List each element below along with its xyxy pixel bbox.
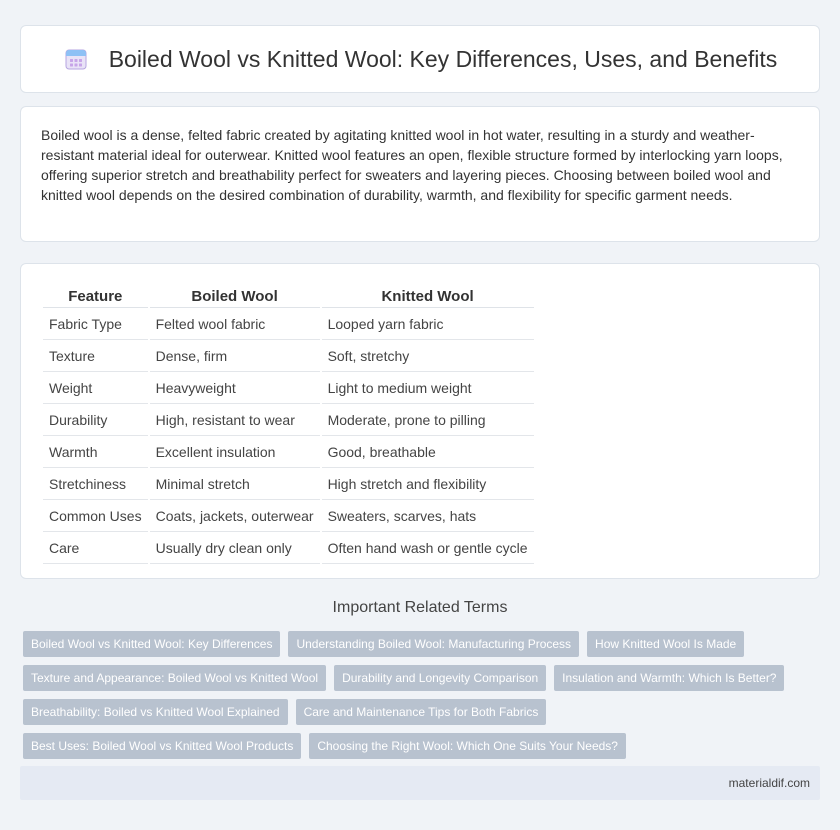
table-cell: Often hand wash or gentle cycle [322, 532, 534, 564]
calendar-icon [63, 46, 89, 72]
header-card [20, 25, 820, 93]
table-row [43, 436, 534, 468]
table-cell: Excellent insulation [150, 436, 320, 468]
related-terms-row [23, 631, 813, 657]
table-cell: Soft, stretchy [322, 340, 534, 372]
table-cell: Coats, jackets, outerwear [150, 500, 320, 532]
table-header: Boiled Wool [150, 284, 320, 308]
related-term-link[interactable]: Best Uses: Boiled Wool vs Knitted Wool Products [23, 733, 301, 759]
related-term-link[interactable]: Texture and Appearance: Boiled Wool vs Knitted Wool [23, 665, 326, 691]
table-cell: High stretch and flexibility [322, 468, 534, 500]
related-terms-row [23, 733, 813, 759]
intro-card [20, 106, 820, 242]
related-term-link[interactable]: Breathability: Boiled vs Knitted Wool Explained [23, 699, 288, 725]
table-cell: High, resistant to wear [150, 404, 320, 436]
table-row [43, 532, 534, 564]
related-terms-list [23, 631, 813, 767]
related-terms-row [23, 665, 813, 691]
table-cell: Care [43, 532, 148, 564]
table-cell: Usually dry clean only [150, 532, 320, 564]
related-term-link[interactable]: Insulation and Warmth: Which Is Better? [554, 665, 784, 691]
table-cell: Minimal stretch [150, 468, 320, 500]
table-cell: Light to medium weight [322, 372, 534, 404]
table-header: Feature [43, 284, 148, 308]
table-cell: Fabric Type [43, 308, 148, 340]
related-term-link[interactable]: Durability and Longevity Comparison [334, 665, 546, 691]
related-terms-title: Important Related Terms [332, 599, 508, 616]
related-term-link[interactable]: Boiled Wool vs Knitted Wool: Key Differences [23, 631, 280, 657]
table-cell: Felted wool fabric [150, 308, 320, 340]
table-cell: Sweaters, scarves, hats [322, 500, 534, 532]
related-term-link[interactable]: Understanding Boiled Wool: Manufacturing Process [288, 631, 579, 657]
table-cell: Warmth [43, 436, 148, 468]
table-row [43, 372, 534, 404]
footer [20, 766, 820, 800]
table-cell: Heavyweight [150, 372, 320, 404]
table-header-row [43, 284, 534, 308]
table-row [43, 468, 534, 500]
table-cell: Dense, firm [150, 340, 320, 372]
table-row [43, 404, 534, 436]
table-header: Knitted Wool [322, 284, 534, 308]
intro-text: Boiled wool is a dense, felted fabric created by agitating knitted wool in hot water, resulting in a sturdy and weather-resistant material ideal for outerwear. Knitted wool features an open, flexible structure formed by interlocking yarn loops, offering superior stretch and breathability perfect for sweaters and layering pieces. Choosing between boiled wool and knitted wool depends on the desired combination of durability, warmth, and flexibility for specific garment needs. [41, 127, 783, 203]
table-cell: Looped yarn fabric [322, 308, 534, 340]
table-cell: Moderate, prone to pilling [322, 404, 534, 436]
table-cell: Common Uses [43, 500, 148, 532]
table-cell: Stretchiness [43, 468, 148, 500]
table-cell: Good, breathable [322, 436, 534, 468]
table-row [43, 340, 534, 372]
table-row [43, 308, 534, 340]
related-terms-row [23, 699, 813, 725]
related-term-link[interactable]: Choosing the Right Wool: Which One Suits Your Needs? [309, 733, 626, 759]
page-title: Boiled Wool vs Knitted Wool: Key Differences, Uses, and Benefits [108, 45, 778, 72]
table-cell: Weight [43, 372, 148, 404]
related-term-link[interactable]: How Knitted Wool Is Made [587, 631, 744, 657]
related-term-link[interactable]: Care and Maintenance Tips for Both Fabrics [296, 699, 547, 725]
table-cell: Durability [43, 404, 148, 436]
comparison-table [41, 284, 536, 564]
table-row [43, 500, 534, 532]
table-cell: Texture [43, 340, 148, 372]
comparison-table-card [20, 263, 820, 579]
footer-site[interactable]: materialdif.com [728, 776, 810, 790]
